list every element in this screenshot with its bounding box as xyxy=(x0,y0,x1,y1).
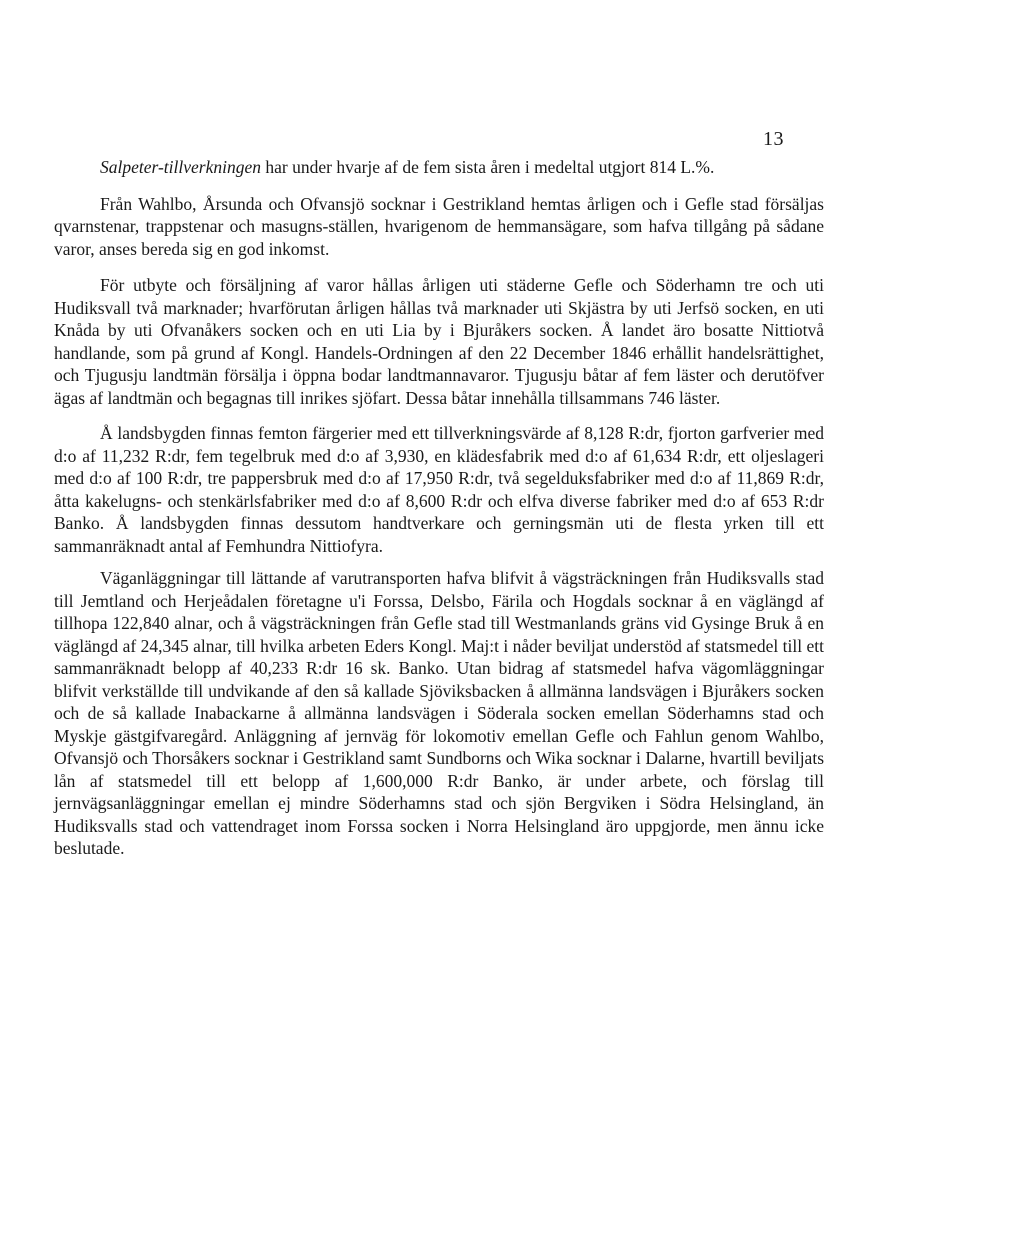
paragraph-salpeter xyxy=(54,156,824,179)
page-number: 13 xyxy=(763,128,784,150)
body-text xyxy=(54,156,824,860)
paragraph-markets-trade: För utbyte och försäljning af varor hållas årligen uti städerne Gefle och Söderhamn tre och uti Hudiksvall två marknader; hvarförutan årligen hållas två marknader uti Skjästra by uti Jerfsö socken, en uti Knåda by uti Ofvanåkers socken och en uti Lia by i Bjuråkers socken. Å landet äro bosatte Nittiotvå handlande, som på grund af Kongl. Handels-Ordningen af den 22 December 1846 erhållit handelsrättighet, och Tjugusju landtmän försälja i öppna bodar landtmannavaror. Tjugusju båtar af fem läster och derutöfver ägas af landtmän och begagnas till inrikes sjöfart. Dessa båtar innehålla tillsammans 746 läster. xyxy=(54,275,824,408)
paragraph-lead-term: Salpeter-tillverkningen xyxy=(100,157,261,177)
paragraph-factories: Å landsbygden finnas femton färgerier med ett tillverkningsvärde af 8,128 R:dr, fjorton garfverier med d:o af 11,232 R:dr, fem tegelbruk med d:o af 3,930, en klädesfabrik med d:o af 61,634 R:dr, ett oljeslageri med d:o af 100 R:dr, tre pappersbruk med d:o af 17,950 R:dr, två segelduksfabriker med d:o af 11,869 R:dr, åtta kakelugns- och stenkärlsfabriker med d:o af 8,600 R:dr och elfva diverse fabriker med d:o af 653 R:dr Banko. Å landsbygden finnas dessutom handtverkare och gerningsmän uti de flesta yrken till ett sammanräknadt antal af Femhundra Nittiofyra. xyxy=(54,423,824,556)
paragraph-roads-railway: Väganläggningar till lättande af varutransporten hafva blifvit å vägsträckningen från Hudiksvalls stad till Jemtland och Herjeådalen företagne u'i Forssa, Delsbo, Färila och Hogdals socknar å en väglängd af tillhopa 122,840 alnar, och å vägsträckningen från Gefle stad till Westmanlands gräns vid Gysinge Bruk å en väglängd af 24,345 alnar, till hvilka arbeten Eders Kongl. Maj:t i nåder beviljat understöd af statsmedel till ett sammanräknadt belopp af 40,233 R:dr 16 sk. Banko. Utan bidrag af statsmedel hafva vägomläggningar blifvit verkställde till undvikande af den så kallade Sjöviksbacken å allmänna landsvägen i Bjuråkers socken och de så kallade Inabackarne å allmänna landsvägen i Söderala socken emellan Söderhamns stad och Myskje gästgifvaregård. Anläggning af jernväg för lokomotiv emellan Gefle och Fahlun genom Wahlbo, Ofvansjö och Thorsåkers socknar i Gestrikland samt Sundborns och Wika socknar i Dalarne, hvartill beviljats lån af statsmedel till ett belopp af 1,600,000 R:dr Banko, är under arbete, och förslag till jernvägsanläggningar emellan ej mindre Söderhamns stad och sjön Bergviken i Södra Helsingland, än Hudiksvalls stad och vattendraget inom Forssa socken i Norra Helsingland äro uppgjorde, men ännu icke beslutade. xyxy=(54,568,824,858)
paragraph-quarry-goods: Från Wahlbo, Årsunda och Ofvansjö socknar i Gestrikland hemtas årligen och i Gefle stad försäljas qvarnstenar, trappstenar och masugns-ställen, hvarigenom de hemmansägare, som hafva tillgång på sådane varor, anses bereda sig en god inkomst. xyxy=(54,193,824,259)
paragraph-salpeter-text: har under hvarje af de fem sista åren i medeltal utgjort 814 L.%. xyxy=(261,157,715,177)
